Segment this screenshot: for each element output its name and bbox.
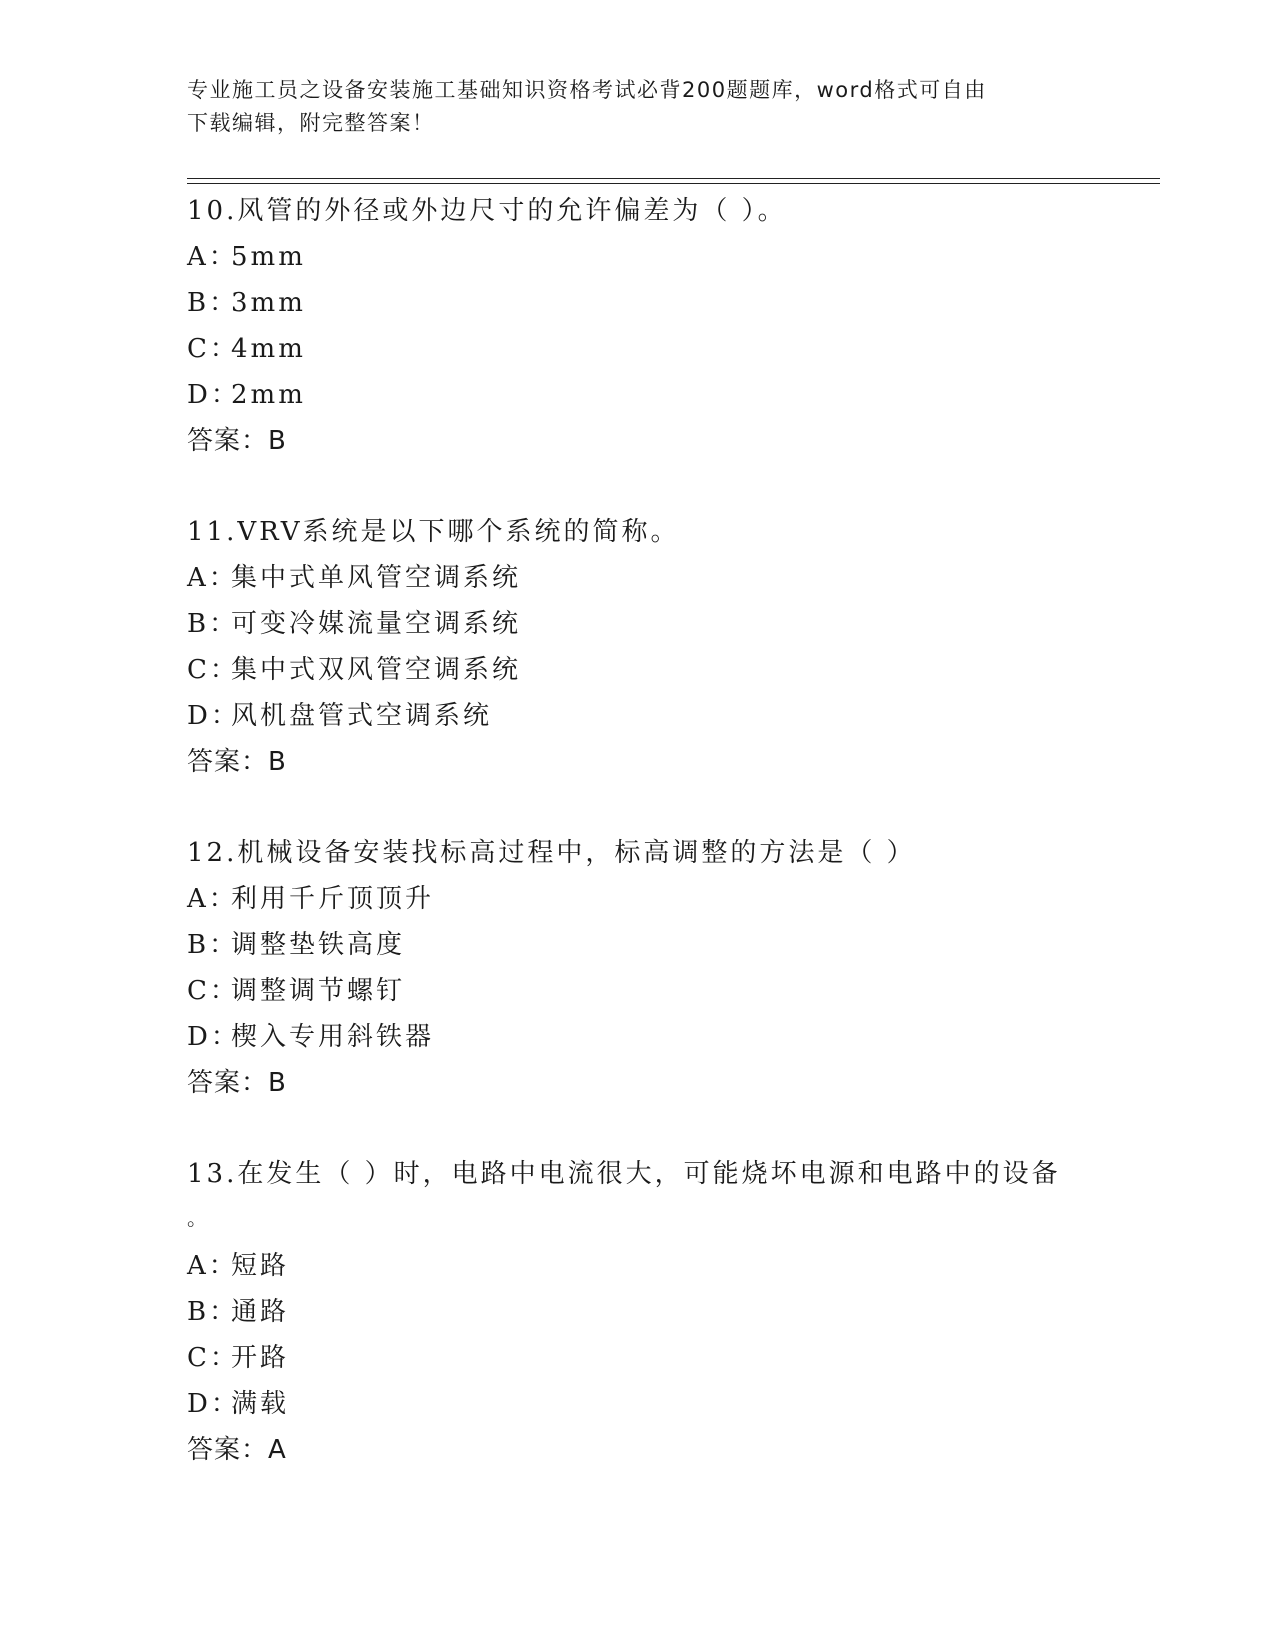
option-c [187, 968, 1087, 1014]
option-text: 4mm [231, 334, 306, 364]
option-text: 风机盘管式空调系统 [231, 701, 493, 731]
option-text: 可变冷媒流量空调系统 [231, 609, 522, 639]
option-d [187, 1381, 1087, 1427]
option-letter: A： [187, 884, 238, 914]
question-text: 10.风管的外径或外边尺寸的允许偏差为（ ）。 [187, 196, 787, 226]
option-a [187, 555, 1087, 601]
option-text: 通路 [231, 1297, 290, 1327]
option-letter: A： [187, 242, 238, 272]
option-b [187, 601, 1087, 647]
option-text: 调整调节螺钉 [231, 976, 406, 1006]
option-c [187, 326, 1087, 372]
option-letter: C： [187, 334, 239, 364]
option-letter: C： [187, 655, 239, 685]
option-text: 楔入专用斜铁器 [231, 1022, 435, 1052]
option-text: 利用千斤顶顶升 [231, 884, 435, 914]
question-text: 12.机械设备安装找标高过程中，标高调整的方法是（ ） [187, 838, 916, 868]
option-letter: B： [187, 609, 239, 639]
option-letter: B： [187, 930, 239, 960]
option-text: 满载 [231, 1389, 290, 1419]
question-text: 11.VRV系统是以下哪个系统的简称。 [187, 517, 680, 547]
answer-line: 答案：B [187, 747, 287, 777]
option-letter: D： [187, 1022, 240, 1052]
header-divider-top [187, 178, 1160, 179]
option-letter: D： [187, 380, 240, 410]
option-b [187, 1289, 1087, 1335]
option-a [187, 1243, 1087, 1289]
header-line-2: 下载编辑，附完整答案！ [187, 111, 435, 135]
answer-line: 答案：A [187, 1435, 287, 1465]
option-letter: D： [187, 701, 240, 731]
document-header [187, 74, 1067, 140]
option-letter: D： [187, 1389, 240, 1419]
option-letter: C： [187, 1343, 239, 1373]
option-letter: A： [187, 1251, 238, 1281]
option-text: 开路 [231, 1343, 290, 1373]
question-13 [187, 1151, 1087, 1473]
option-d [187, 372, 1087, 418]
option-b [187, 922, 1087, 968]
option-text: 3mm [231, 288, 306, 318]
question-12 [187, 830, 1087, 1106]
option-text: 集中式双风管空调系统 [231, 655, 522, 685]
option-text: 集中式单风管空调系统 [231, 563, 522, 593]
option-c [187, 647, 1087, 693]
option-letter: A： [187, 563, 238, 593]
option-letter: B： [187, 288, 239, 318]
option-b [187, 280, 1087, 326]
header-line-1: 专业施工员之设备安装施工基础知识资格考试必背200题题库，word格式可自由 [187, 78, 987, 102]
header-divider-bottom [187, 183, 1160, 184]
answer-line: 答案：B [187, 426, 287, 456]
option-a [187, 876, 1087, 922]
option-letter: C： [187, 976, 239, 1006]
option-text: 2mm [231, 380, 306, 410]
question-text: 13.在发生（ ）时，电路中电流很大，可能烧坏电源和电路中的设备 [187, 1159, 1061, 1189]
option-d [187, 1014, 1087, 1060]
option-text: 短路 [231, 1251, 290, 1281]
question-11 [187, 509, 1087, 785]
option-text: 调整垫铁高度 [231, 930, 406, 960]
question-text-continuation: 。 [187, 1206, 210, 1230]
option-letter: B： [187, 1297, 239, 1327]
option-c [187, 1335, 1087, 1381]
option-text: 5mm [231, 242, 306, 272]
option-d [187, 693, 1087, 739]
question-10 [187, 188, 1087, 464]
option-a [187, 234, 1087, 280]
answer-line: 答案：B [187, 1068, 287, 1098]
